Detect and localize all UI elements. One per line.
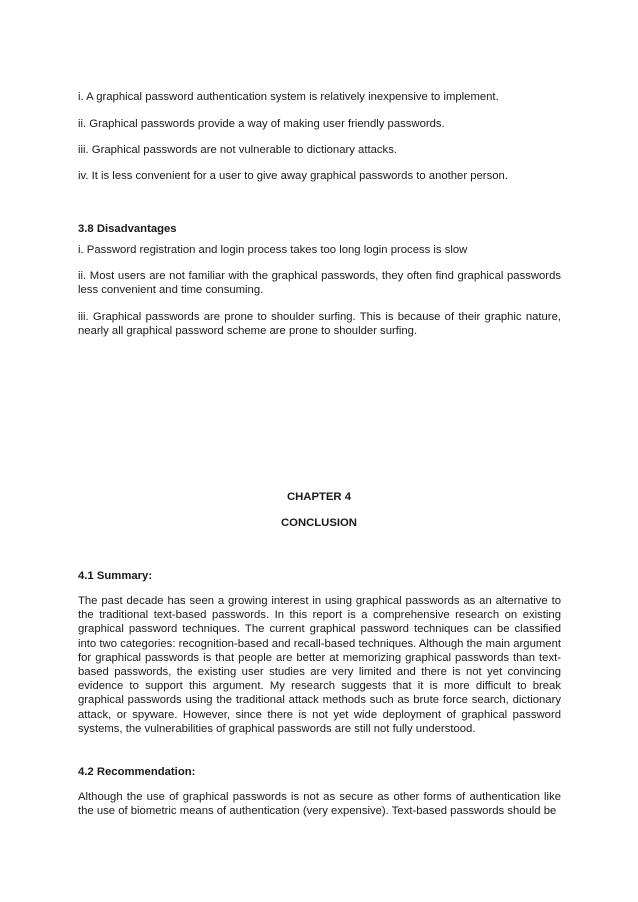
recommendation-paragraph: Although the use of graphical passwords is not as secure as other forms of authentication like the use of biometric means of authentication (very expensive). Text-based passwords should be bbox=[78, 791, 561, 818]
disadvantage-item-2: ii. Most users are not familiar with the graphical passwords, they often find graphical passwords less convenient and time consuming. bbox=[78, 270, 561, 297]
advantage-item-1: i. A graphical password authentication system is relatively inexpensive to implement. bbox=[78, 91, 499, 103]
advantage-item-4: iv. It is less convenient for a user to give away graphical passwords to another person. bbox=[78, 170, 508, 182]
summary-paragraph: The past decade has seen a growing interest in using graphical passwords as an alternative to the traditional text-based passwords. In this report is a comprehensive research on existing graphical password techniques. The current graphical password techniques can be classified into two categories: recognition-based and recall-based techniques. Although the main argument for graphical passwords is that people are better at memorizing graphical passwords than text-based passwords, the existing user studies are very limited and there is not yet convincing evidence to support this argument. My research suggests that it is more difficult to break graphical passwords using the traditional attack methods such as brute force search, dictionary attack, or spyware. However, since there is not yet wide deployment of graphical password systems, the vulnerabilities of graphical passwords are still not fully understood. bbox=[78, 595, 561, 735]
chapter-title: CONCLUSION bbox=[281, 517, 357, 529]
disadvantage-item-1: i. Password registration and login process takes too long login process is slow bbox=[78, 244, 468, 256]
disadvantages-heading: 3.8 Disadvantages bbox=[78, 223, 177, 235]
advantage-item-3: iii. Graphical passwords are not vulnerable to dictionary attacks. bbox=[78, 144, 397, 156]
recommendation-heading: 4.2 Recommendation: bbox=[78, 766, 196, 778]
advantage-item-2: ii. Graphical passwords provide a way of making user friendly passwords. bbox=[78, 118, 445, 130]
chapter-number: CHAPTER 4 bbox=[286, 491, 352, 503]
summary-heading: 4.1 Summary: bbox=[78, 570, 153, 582]
disadvantage-item-3: iii. Graphical passwords are prone to shoulder surfing. This is because of their graphic nature, nearly all graphical password scheme are prone to shoulder surfing. bbox=[78, 311, 561, 338]
